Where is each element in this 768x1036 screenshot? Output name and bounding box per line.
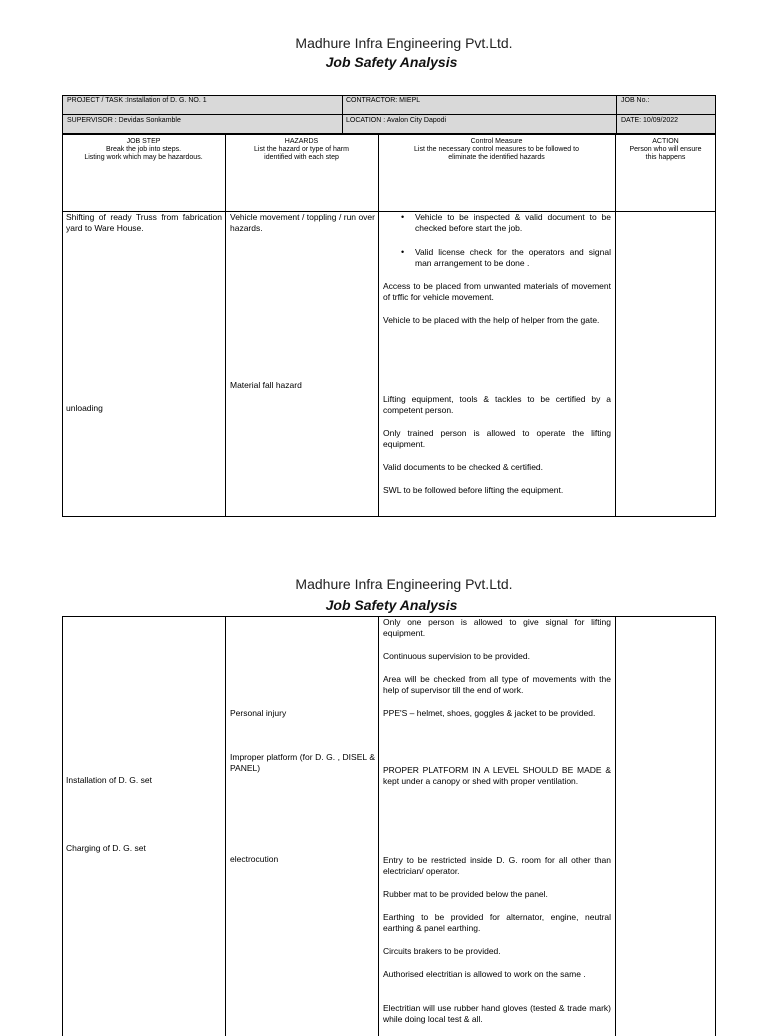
job-step-unloading: unloading	[66, 403, 103, 413]
control-rubber-mat: Rubber mat to be provided below the panel.	[383, 889, 548, 899]
control-supervision: Continuous supervision to be provided.	[383, 651, 530, 661]
control-trained-person: Only trained person is allowed to operate the lifting equipment.	[383, 428, 611, 449]
control-proper-platform: PROPER PLATFORM IN A LEVEL SHOULD BE MADE & kept under a canopy or shed with proper ventilation.	[383, 765, 611, 786]
company-name: Madhure Infra Engineering Pvt.Ltd.	[295, 35, 513, 51]
supervisor: SUPERVISOR : Devidas Sonkamble	[67, 117, 181, 124]
company-name-page2: Madhure Infra Engineering Pvt.Ltd.	[295, 576, 513, 592]
control-earthing: Earthing to be provided for alternator, engine, neutral earthing & panel earthing.	[383, 912, 611, 933]
hazard-improper-platform: Improper platform (for D. G. , DISEL & PANEL)	[230, 752, 375, 773]
hazard-electrocution: electrocution	[230, 854, 279, 864]
control-vehicle-helper: Vehicle to be placed with the help of helper from the gate.	[383, 315, 600, 325]
hazard-material-fall: Material fall hazard	[230, 380, 302, 390]
job-step-installation: Installation of D. G. set	[66, 775, 152, 785]
control-bullet-1: • Vehicle to be inspected & valid document to be checked before start the job.	[401, 212, 611, 233]
col-job-step: JOB STEP Break the job into steps. Listing work which may be hazardous.	[84, 138, 203, 161]
project-task: PROJECT / TASK :Installation of D. G. NO. 1	[67, 97, 207, 104]
hazard-personal-injury: Personal injury	[230, 708, 287, 718]
date: DATE: 10/09/2022	[621, 117, 679, 124]
control-bullet-2: • Valid license check for the operators and signal man arrangement to be done .	[401, 247, 611, 268]
control-access: Access to be placed from unwanted materials of movement of trffic for vehicle movement.	[383, 281, 611, 302]
location: LOCATION : Avalon City Dapodi	[346, 117, 447, 124]
bullet-icon: •	[401, 212, 405, 222]
job-step-shifting: Shifting of ready Truss from fabrication yard to Ware House.	[66, 212, 222, 233]
control-one-signal: Only one person is allowed to give signal for lifting equipment.	[383, 617, 611, 638]
jsa-table-page2	[62, 616, 716, 1036]
control-rubber-gloves: Electritian will use rubber hand gloves (tested & trade mark) while doing local test & all.	[383, 1003, 611, 1024]
jsa-table-page1	[62, 95, 716, 517]
document-title: Job Safety Analysis	[325, 54, 458, 70]
col-control-measure: Control Measure List the necessary control measures to be followed to eliminate the identified hazards	[414, 138, 579, 161]
job-no: JOB No.:	[621, 97, 650, 104]
control-valid-docs: Valid documents to be checked & certified.	[383, 462, 544, 472]
bullet-icon: •	[401, 247, 405, 257]
control-authorised-electrician: Authorised electritian is allowed to work on the same .	[383, 969, 586, 979]
job-step-charging: Charging of D. G. set	[66, 843, 146, 853]
control-area-check: Area will be checked from all type of movements with the help of supervisor till the end of work.	[383, 674, 611, 695]
control-ppe: PPE'S – helmet, shoes, goggles & jacket to be provided.	[383, 708, 596, 718]
col-hazards: HAZARDS List the hazard or type of harm identified with each step	[254, 138, 349, 161]
control-lifting-certified: Lifting equipment, tools & tackles to be certified by a competent person.	[383, 394, 611, 415]
control-entry-restricted: Entry to be restricted inside D. G. room for all other than electrician/ operator.	[383, 855, 611, 876]
col-action: ACTION Person who will ensure this happens	[629, 138, 702, 161]
control-circuit-breakers: Circuits brakers to be provided.	[383, 946, 501, 956]
hazard-vehicle: Vehicle movement / toppling / run over hazards.	[230, 212, 375, 233]
document-title-page2: Job Safety Analysis	[325, 597, 458, 613]
contractor: CONTRACTOR: MIEPL	[346, 97, 421, 104]
control-swl: SWL to be followed before lifting the equipment.	[383, 485, 564, 495]
